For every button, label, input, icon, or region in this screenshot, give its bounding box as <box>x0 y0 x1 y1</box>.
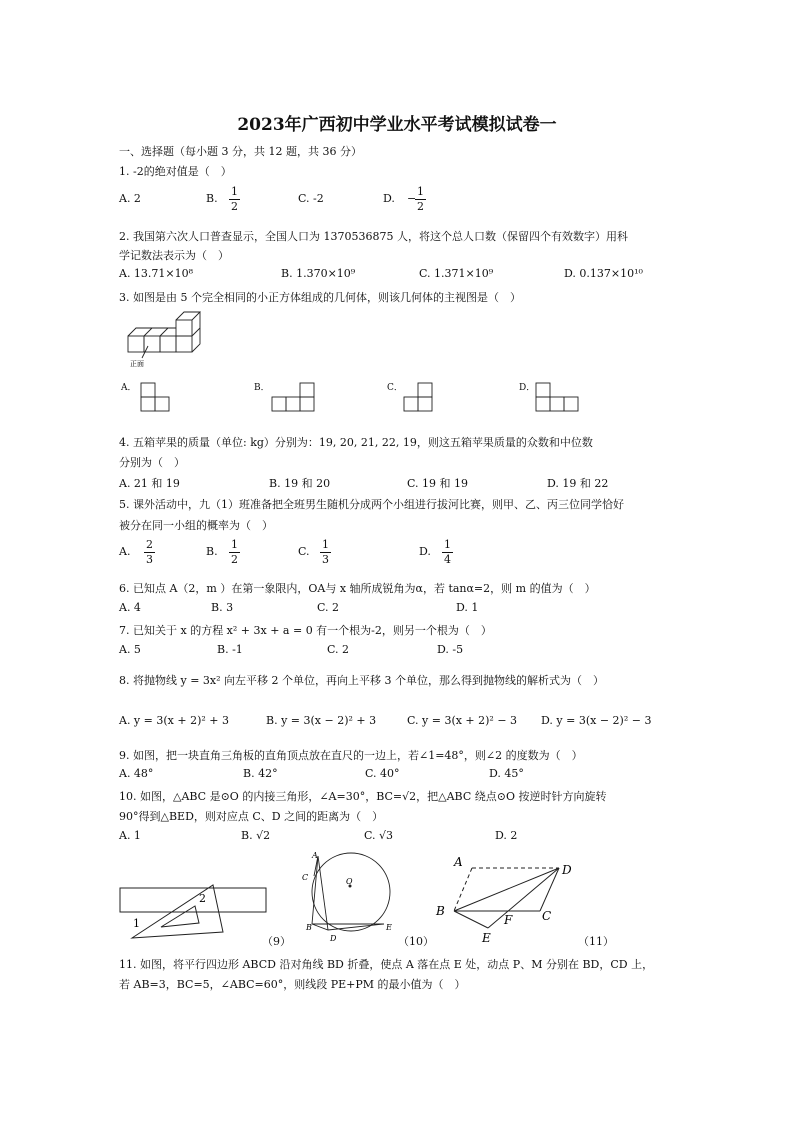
figure-10-circle <box>300 848 400 944</box>
q3-option-a-figure <box>140 382 172 414</box>
q7-option-d[interactable]: D. -5 <box>437 643 464 656</box>
q9-option-d[interactable]: D. 45° <box>489 767 524 780</box>
q8-option-c[interactable]: C. y = 3(x + 2)² − 3 <box>407 714 518 727</box>
page-title: 2023年广西初中学业水平考试模拟试卷一 <box>237 115 557 135</box>
fig9-angle-2-label: 2 <box>199 892 206 905</box>
q5-option-c-label[interactable]: C. <box>298 545 310 558</box>
fig10-label-e: E <box>386 923 392 932</box>
fig11-label-d: D <box>562 863 572 877</box>
q4-option-b[interactable]: B. 19 和 20 <box>269 477 331 490</box>
q10-option-b[interactable]: B. √2 <box>241 829 271 842</box>
q3-option-d-figure <box>535 382 581 414</box>
q3-option-c[interactable]: C． <box>387 383 403 393</box>
q2-option-d[interactable]: D. 0.137×10¹⁰ <box>564 267 643 280</box>
fig11-label-c: C <box>542 909 552 923</box>
q5-option-a-fraction: $\frac{2}{3}$ <box>146 538 153 566</box>
q1-option-d-fraction: $\frac{1}{2}$ <box>417 185 424 213</box>
q4-option-c[interactable]: C. 19 和 19 <box>407 477 469 490</box>
q6-option-a[interactable]: A. 4 <box>119 601 141 614</box>
fig10-label-d: D <box>330 934 337 943</box>
q5-option-d-label[interactable]: D. <box>419 545 431 558</box>
q4-option-a[interactable]: A. 21 和 19 <box>119 477 180 490</box>
q10-option-c[interactable]: C. √3 <box>364 829 394 842</box>
q9-option-c[interactable]: C. 40° <box>365 767 400 780</box>
q1-option-b-label[interactable]: B. <box>206 192 218 205</box>
q2-option-a[interactable]: A. 13.71×10⁸ <box>119 267 194 280</box>
q8-option-d[interactable]: D. y = 3(x − 2)² − 3 <box>541 714 652 727</box>
q7-option-a[interactable]: A. 5 <box>119 643 141 656</box>
figure-10-caption: （10） <box>398 935 434 948</box>
figure-11-caption: （11） <box>578 935 614 948</box>
figure-9-ruler-triangle <box>117 880 269 946</box>
q1-options <box>119 185 719 218</box>
q1-option-a[interactable]: A. 2 <box>119 192 141 205</box>
q9-option-a[interactable]: A. 48° <box>119 767 154 780</box>
q2-option-b[interactable]: B. 1.370×10⁹ <box>281 267 356 280</box>
fig9-angle-1-label: 1 <box>133 917 140 930</box>
fig10-label-o: O <box>346 877 353 886</box>
figure-11-parallelogram <box>434 852 584 948</box>
q10-stem-line1: 10. 如图，△ABC 是⊙O 的内接三角形，∠A=30°，BC=√2，把△ABC 绕点⊙O 按逆时针方向旋转 <box>119 790 607 803</box>
q2-stem-line1: 2. 我国第六次人口普查显示，全国人口为 1370536875 人，将这个总人口数（保留四个有效数字）用科 <box>119 230 628 243</box>
q3-option-a[interactable]: A． <box>121 383 137 393</box>
q4-stem-line1: 4. 五箱苹果的质量（单位: kg）分别为：19, 20, 21, 22, 19，则这五箱苹果质量的众数和中位数 <box>119 436 593 449</box>
fig11-label-f: F <box>504 913 513 927</box>
q5-stem-line1: 5. 课外活动中，九（1）班准备把全班男生随机分成两个小组进行拔河比赛，则甲、乙、丙三位同学恰好 <box>119 498 624 511</box>
q11-stem-line2: 若 AB=3，BC=5，∠ABC=60°，则线段 PE+PM 的最小值为（ ） <box>119 978 466 991</box>
q4-option-d[interactable]: D. 19 和 22 <box>547 477 609 490</box>
q5-option-b-fraction: $\frac{1}{2}$ <box>231 538 238 566</box>
q3-solid-figure <box>120 308 210 370</box>
q3-option-b[interactable]: B． <box>254 383 270 393</box>
q6-option-d[interactable]: D. 1 <box>456 601 479 614</box>
q10-option-a[interactable]: A. 1 <box>119 829 141 842</box>
q2-option-c[interactable]: C. 1.371×10⁹ <box>419 267 494 280</box>
q1-option-b-fraction: $\frac{1}{2}$ <box>231 185 238 213</box>
q5-option-b-label[interactable]: B. <box>206 545 218 558</box>
q4-stem-line2: 分别为（ ） <box>119 456 185 469</box>
q1-stem: 1. -2的绝对值是（ ） <box>119 165 232 178</box>
q7-option-c[interactable]: C. 2 <box>327 643 350 656</box>
q2-stem-line2: 学记数法表示为（ ） <box>119 249 229 262</box>
fig11-label-b: B <box>436 904 445 918</box>
q3-front-label: 正面 <box>130 360 144 368</box>
q11-stem-line1: 11. 如图，将平行四边形 ABCD 沿对角线 BD 折叠，使点 A 落在点 E 处，动点 P、M 分别在 BD，CD 上， <box>119 958 654 971</box>
q5-option-c-fraction: $\frac{1}{3}$ <box>322 538 329 566</box>
figure-9-caption: （9） <box>262 935 291 948</box>
q8-option-b[interactable]: B. y = 3(x − 2)² + 3 <box>266 714 377 727</box>
q3-option-d[interactable]: D． <box>519 383 536 393</box>
q5-options <box>119 540 719 570</box>
fig10-label-b: B <box>306 923 312 932</box>
q1-option-d-label[interactable]: D. <box>383 192 395 205</box>
q10-option-d[interactable]: D. 2 <box>495 829 518 842</box>
q7-option-b[interactable]: B. -1 <box>217 643 243 656</box>
q8-stem: 8. 将抛物线 y = 3x² 向左平移 2 个单位，再向上平移 3 个单位，那么得到抛物线的解析式为（ ） <box>119 674 605 687</box>
q6-option-c[interactable]: C. 2 <box>317 601 340 614</box>
q3-option-c-figure <box>403 382 435 414</box>
q8-option-a[interactable]: A. y = 3(x + 2)² + 3 <box>119 714 229 727</box>
q5-option-d-fraction: $\frac{1}{4}$ <box>444 538 451 566</box>
q3-option-b-figure <box>271 382 317 414</box>
q9-stem: 9. 如图，把一块直角三角板的直角顶点放在直尺的一边上，若∠1=48°，则∠2 的度数为（ ） <box>119 749 583 762</box>
fig11-label-e: E <box>482 931 491 945</box>
fig10-label-c: C <box>302 873 309 882</box>
section-heading: 一、选择题（每小题 3 分，共 12 题，共 36 分） <box>119 145 362 158</box>
fig11-label-a: A <box>454 855 463 869</box>
q7-stem: 7. 已知关于 x 的方程 x² + 3x + a = 0 有一个根为-2，则另一个根为（ ） <box>119 624 492 637</box>
q6-option-b[interactable]: B. 3 <box>211 601 234 614</box>
q10-stem-line2: 90°得到△BED，则对应点 C、D 之间的距离为（ ） <box>119 810 384 823</box>
q3-stem: 3. 如图是由 5 个完全相同的小正方体组成的几何体，则该几何体的主视图是（ ） <box>119 291 521 304</box>
q5-option-a-label[interactable]: A. <box>119 545 131 558</box>
q5-stem-line2: 被分在同一小组的概率为（ ） <box>119 519 273 532</box>
q6-stem: 6. 已知点 A（2，m ）在第一象限内，OA与 x 轴所成锐角为α，若 tanα=2，则 m 的值为（ ） <box>119 582 596 595</box>
q9-option-b[interactable]: B. 42° <box>243 767 278 780</box>
fig10-label-a: A <box>312 851 318 860</box>
q1-option-c[interactable]: C. -2 <box>298 192 324 205</box>
q1-option-d-sign: − <box>407 192 417 205</box>
